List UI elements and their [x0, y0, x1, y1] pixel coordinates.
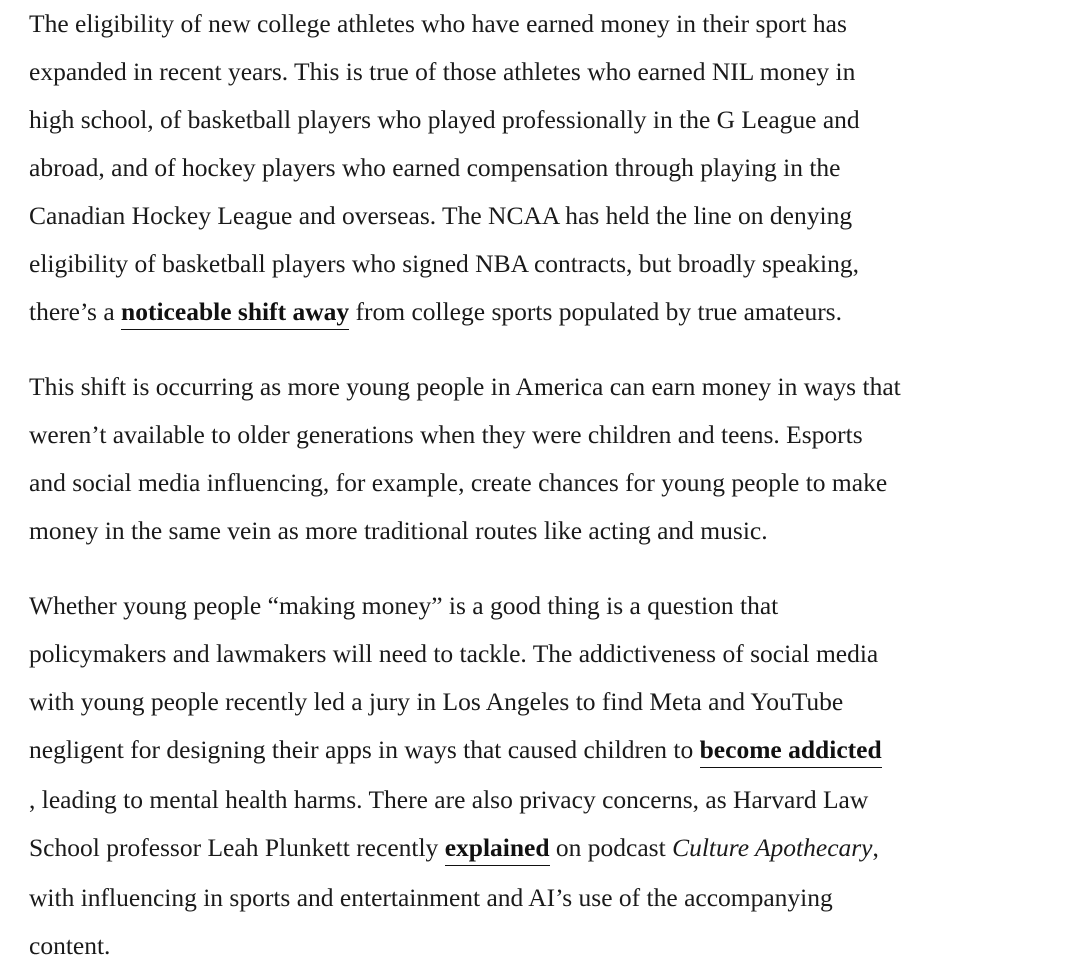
paragraph-line: high school, of basketball players who played professionally in the G League and	[29, 105, 860, 134]
text-run: there’s a	[29, 297, 122, 326]
paragraph-line	[29, 726, 1059, 776]
paragraph	[29, 0, 1059, 336]
paragraph-line: , leading to mental health harms. There are also privacy concerns, as Harvard Law	[29, 785, 869, 814]
paragraph-line: Whether young people “making money” is a good thing is a question that	[29, 591, 779, 620]
podcast-title: Culture Apothecary	[672, 833, 873, 862]
become-addicted-link[interactable]: become addicted	[700, 735, 882, 768]
paragraph-line	[29, 824, 1059, 874]
paragraph-line: The eligibility of new college athletes who have earned money in their sport has	[29, 9, 847, 38]
text-run: on podcast	[549, 833, 673, 862]
article-body	[29, 0, 1059, 970]
paragraph-line: This shift is occurring as more young people in America can earn money in ways that	[29, 372, 901, 401]
paragraph-line: and social media influencing, for example, create chances for young people to make	[29, 468, 888, 497]
paragraph-line: expanded in recent years. This is true of those athletes who earned NIL money in	[29, 57, 856, 86]
noticeable-shift-away-link[interactable]: noticeable shift away	[121, 297, 349, 330]
text-run: School professor Leah Plunkett recently	[29, 833, 445, 862]
paragraph-line: with young people recently led a jury in Los Angeles to find Meta and YouTube	[29, 687, 844, 716]
paragraph-line: Canadian Hockey League and overseas. The NCAA has held the line on denying	[29, 201, 853, 230]
paragraph-line: eligibility of basketball players who signed NBA contracts, but broadly speaking,	[29, 249, 860, 278]
paragraph-line: content.	[29, 931, 111, 960]
paragraph-line: policymakers and lawmakers will need to tackle. The addictiveness of social media	[29, 639, 879, 668]
paragraph-line	[29, 288, 1059, 336]
explained-link[interactable]: explained	[445, 833, 550, 866]
paragraph-line: abroad, and of hockey players who earned compensation through playing in the	[29, 153, 841, 182]
paragraph-line: with influencing in sports and entertainment and AI’s use of the accompanying	[29, 883, 833, 912]
paragraph-line: weren’t available to older generations when they were children and teens. Esports	[29, 420, 863, 449]
paragraph-line: money in the same vein as more traditional routes like acting and music.	[29, 516, 768, 545]
paragraph	[29, 363, 1059, 555]
text-run: ,	[872, 833, 879, 862]
paragraph	[29, 582, 1059, 970]
text-run: from college sports populated by true amateurs.	[349, 297, 842, 326]
text-run: negligent for designing their apps in ways that caused children to	[29, 735, 700, 764]
